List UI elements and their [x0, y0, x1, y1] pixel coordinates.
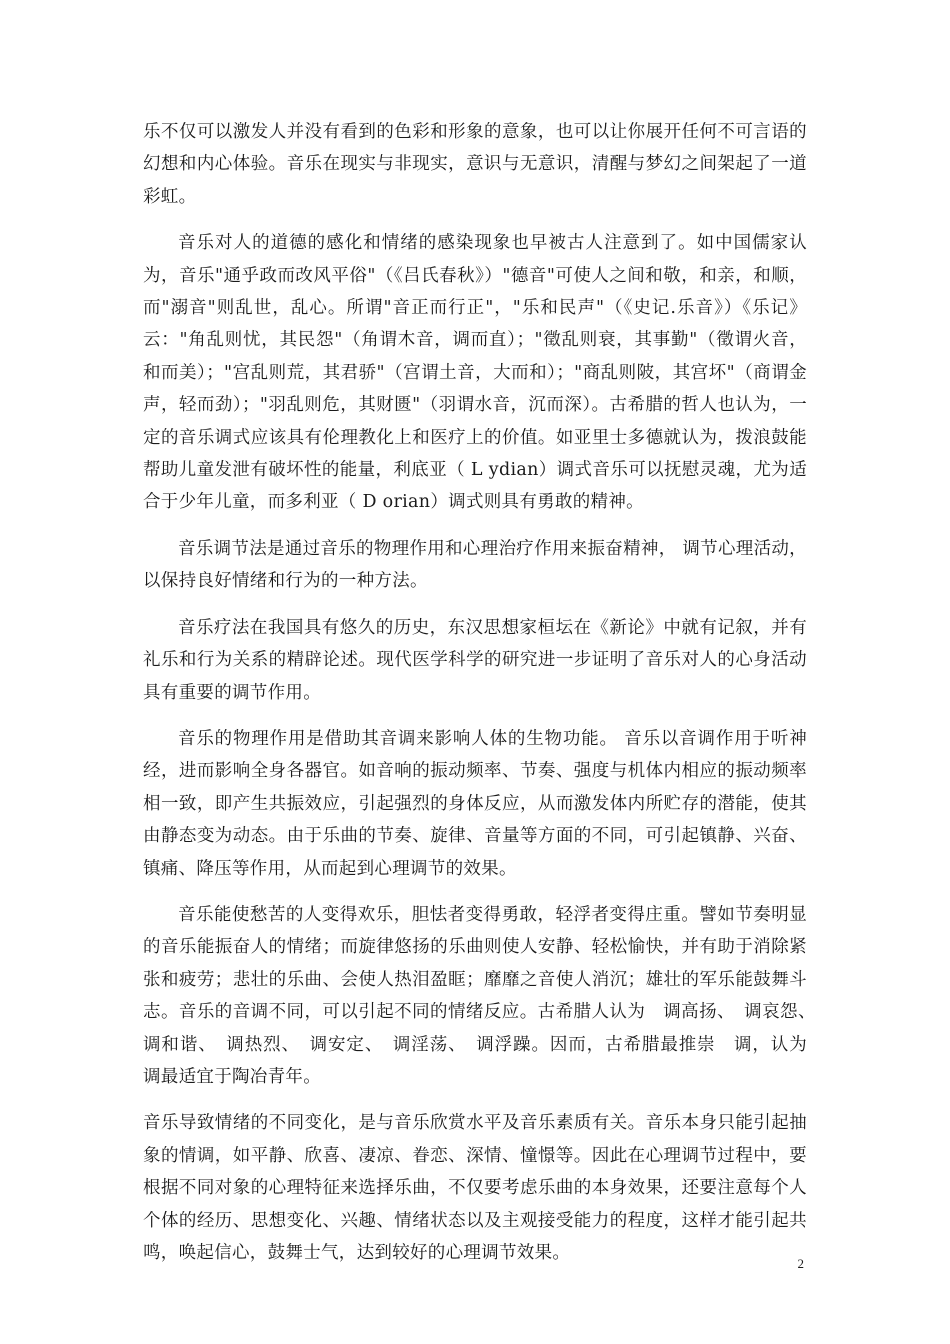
- paragraph: 音乐能使愁苦的人变得欢乐，胆怯者变得勇敢，轻浮者变得庄重。譬如节奏明显的音乐能振奋人的情绪；而旋律悠扬的乐曲则使人安静、轻松愉快，并有助于消除紧张和疲劳；悲壮的乐曲、会使人热泪盈眶；靡靡之音使人消沉；雄壮的军乐能鼓舞斗志。音乐的音调不同，可以引起不同的情绪反应。古希腊人认为 调高扬、 调哀怨、 调和谐、 调热烈、 调安定、 调淫荡、 调浮躁。因而，古希腊最推崇 调，认为 调最适宜于陶冶青年。: [143, 904, 825, 1087]
- paragraph: 音乐疗法在我国具有悠久的历史，东汉思想家桓坛在《新论》中就有记叙，并有礼乐和行为关系的精辟论述。现代医学科学的研究进一步证明了音乐对人的心身活动具有重要的调节作用。: [143, 617, 807, 703]
- page-number: 2: [797, 1256, 804, 1271]
- paragraph: 音乐对人的道德的感化和情绪的感染现象也早被古人注意到了。如中国儒家认为，音乐"通乎政而改风平俗"（《吕氏春秋》）"德音"可使人之间和敬，和亲，和顺，而"溺音"则乱世，乱心。所谓"音正而行正"，"乐和民声"（《史记.乐音》）《乐记》云："角乱则忧，其民怨"（角谓木音，调而直）；"徵乱则衰，其事勤"（徵谓火音，和而美）；"宫乱则荒，其君骄"（宫谓土音，大而和）；"商乱则陂，其宫坏"（商谓金声，轻而劲）；"羽乱则危，其财匮"（羽谓水音，沉而深）。古希腊的哲人也认为，一定的音乐调式应该具有伦理教化上和医疗上的价值。如亚里士多德就认为，拨浪鼓能帮助儿童发泄有破坏性的能量，利底亚（ L ydian）调式音乐可以抚慰灵魂，尤为适合于少年儿童，而多利亚（ D orian）调式则具有勇敢的精神。: [143, 233, 807, 513]
- paragraph: 乐不仅可以激发人并没有看到的色彩和形象的意象，也可以让你展开任何不可言语的幻想和内心体验。音乐在现实与非现实，意识与无意识，清醒与梦幻之间架起了一道彩虹。: [143, 122, 807, 207]
- paragraph: 音乐的物理作用是借助其音调来影响人体的生物功能。 音乐以音调作用于听神经，进而影响全身各器官。如音响的振动频率、节奏、强度与机体内相应的振动频率相一致，即产生共振效应，引起强烈的身体反应，从而激发体内所贮存的潜能，使其由静态变为动态。由于乐曲的节奏、旋律、音量等方面的不同，可引起镇静、兴奋、镇痛、降压等作用，从而起到心理调节的效果。: [143, 728, 807, 879]
- paragraph: 音乐调节法是通过音乐的物理作用和心理治疗作用来振奋精神， 调节心理活动，以保持良好情绪和行为的一种方法。: [143, 538, 807, 592]
- document-body: [143, 116, 825, 1283]
- paragraph: 音乐导致情绪的不同变化，是与音乐欣赏水平及音乐素质有关。音乐本身只能引起抽象的情调，如平静、欣喜、凄凉、眷恋、深情、憧憬等。因此在心理调节过程中，要根据不同对象的心理特征来选择乐曲，不仅要考虑乐曲的本身效果，还要注意每个人个体的经历、思想变化、兴趣、情绪状态以及主观接受能力的程度，这样才能引起共鸣，唤起信心，鼓舞士气，达到较好的心理调节效果。: [143, 1113, 807, 1263]
